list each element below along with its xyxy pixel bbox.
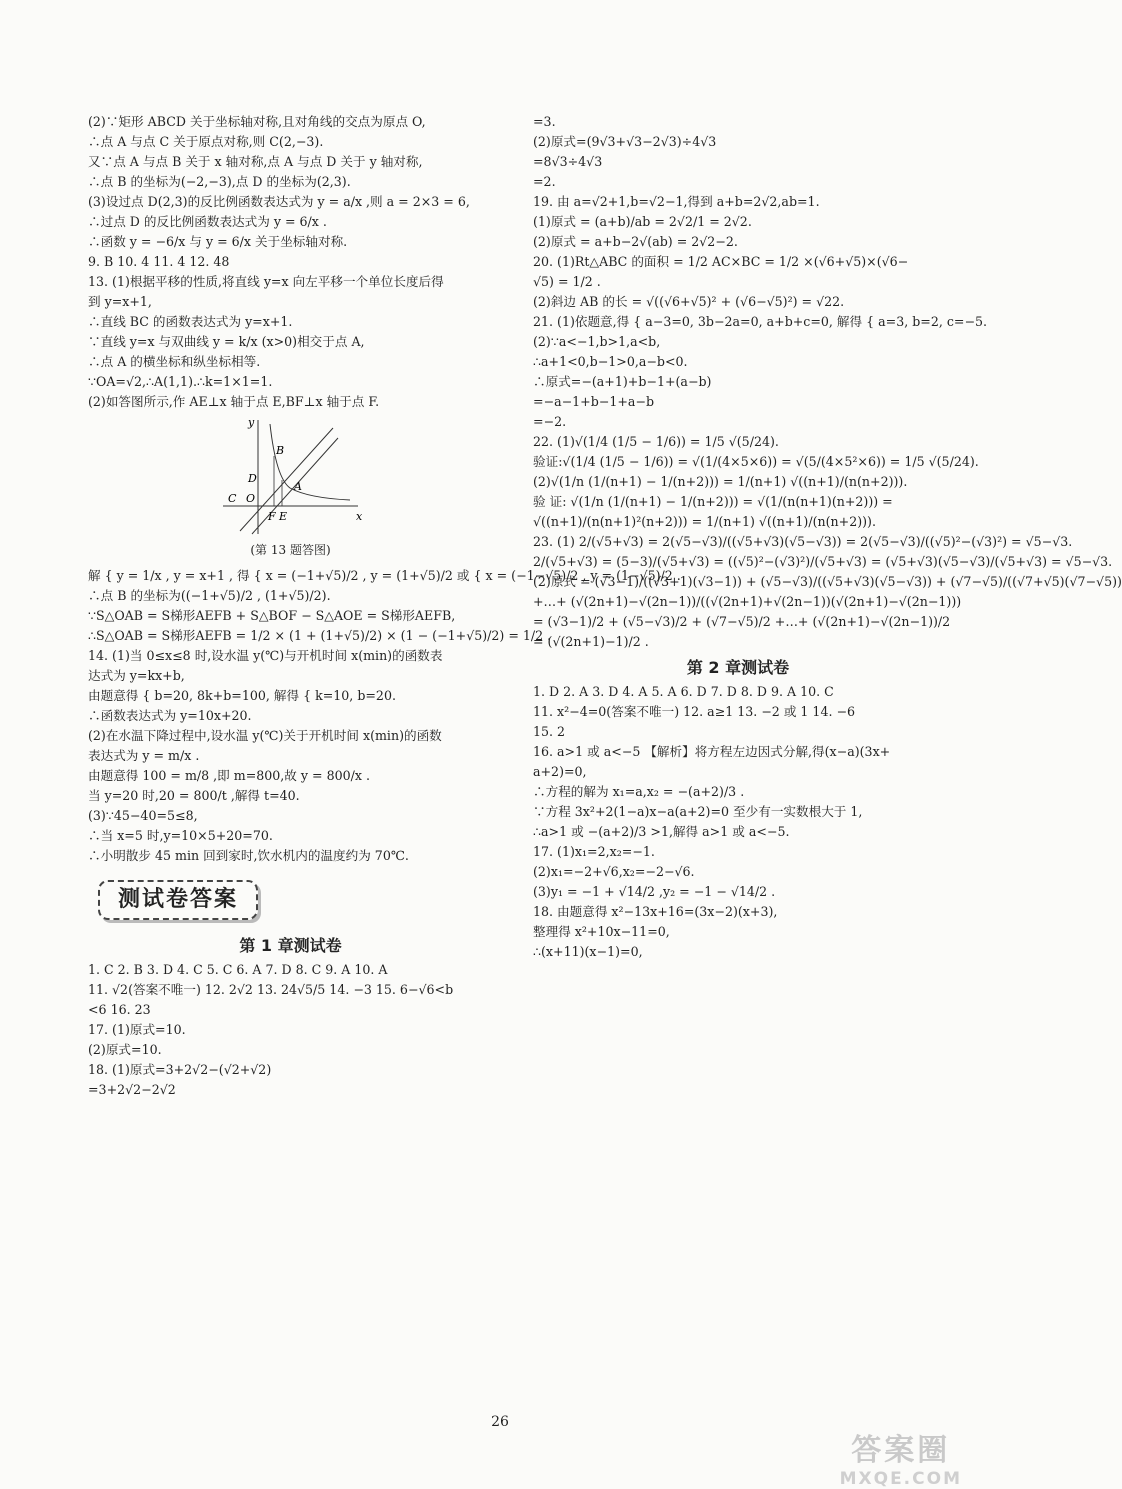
text-line: (2)原式=10.	[88, 1042, 162, 1057]
label-c: C	[228, 492, 237, 505]
text-line: 15. 2	[533, 724, 566, 739]
text-line: 整理得 x²+10x−11=0,	[533, 924, 670, 939]
label-f: F	[268, 510, 276, 523]
text-line: <6 16. 23	[88, 1002, 151, 1017]
text-line: 17. (1)原式=10.	[88, 1022, 186, 1037]
text-line: 到 y=x+1,	[88, 294, 152, 309]
text-line: 18. 由题意得 x²−13x+16=(3x−2)(x+3),	[533, 904, 778, 919]
text-line: =−a−1+b−1+a−b	[533, 394, 655, 409]
text-line: ∴点 B 的坐标为(−2,−3),点 D 的坐标为(2,3).	[88, 174, 351, 189]
label-y: y	[248, 416, 255, 429]
right-part2-lines	[533, 682, 943, 962]
text-line: ∴点 A 与点 C 关于原点对称,则 C(2,−3).	[88, 134, 324, 149]
text-line: ∴点 A 的横坐标和纵坐标相等.	[88, 354, 261, 369]
text-line: ∴直线 BC 的函数表达式为 y=x+1.	[88, 314, 293, 329]
text-line: (2)斜边 AB 的长 = √((√6+√5)² + (√6−√5)²) = √22.	[533, 294, 845, 309]
text-line: ∴a+1<0,b−1>0,a−b<0.	[533, 354, 688, 369]
label-d: D	[248, 472, 257, 485]
text-line: ∵方程 3x²+2(1−a)x−a(a+2)=0 至少有一实数根大于 1,	[533, 804, 863, 819]
left-part1-lines	[88, 112, 493, 412]
text-line: √((n+1)/(n(n+1)²(n+2))) = 1/(n+1) √((n+1)/(n(n+2))).	[533, 514, 876, 529]
text-line: ∴过点 D 的反比例函数表达式为 y = 6/x .	[88, 214, 327, 229]
text-line: ∴原式=−(a+1)+b−1+(a−b)	[533, 374, 712, 389]
text-line: 20. (1)Rt△ABC 的面积 = 1/2 AC×BC = 1/2 ×(√6+√5)×(√6−	[533, 254, 909, 269]
text-line: 验证:√(1/4 (1/5 − 1/6)) = √(1/(4×5×6)) = √(5/(4×5²×6)) = 1/5 √(5/24).	[533, 454, 979, 469]
text-line: =3.	[533, 114, 556, 129]
text-line: (3)∵45−40=5≤8,	[88, 808, 198, 823]
text-line: = (√(2n+1)−1)/2 .	[533, 634, 649, 649]
right-part1-lines	[533, 112, 1122, 652]
right-column	[533, 112, 1122, 962]
graph-13	[218, 416, 368, 536]
watermark	[840, 1425, 962, 1489]
text-line: ∴(x+11)(x−1)=0,	[533, 944, 643, 959]
text-line: =2.	[533, 174, 556, 189]
text-line: (1)原式 = (a+b)/ab = 2√2/1 = 2√2.	[533, 214, 752, 229]
text-line: 当 y=20 时,20 = 800/t ,解得 t=40.	[88, 788, 300, 803]
text-line: =−2.	[533, 414, 567, 429]
text-line: ∴S△OAB = S梯形AEFB = 1/2 × (1 + (1+√5)/2) × (1 − (−1+√5)/2) = 1/2 .	[88, 628, 552, 643]
heading-chapter-2: 第 2 章测试卷	[686, 658, 790, 677]
text-line: 达式为 y=kx+b,	[88, 668, 185, 683]
text-line: (2)原式 = (√3−1)/((√3+1)(√3−1)) + (√5−√3)/((√5+√3)(√5−√3)) + (√7−√5)/((√7+√5)(√7−√5))	[533, 574, 1122, 589]
label-o: O	[246, 492, 256, 505]
text-line: 21. (1)依题意,得 { a−3=0, 3b−2a=0, a+b+c=0, 解得 { a=3, b=2, c=−5.	[533, 314, 988, 329]
label-a: A	[294, 480, 302, 493]
label-e: E	[279, 510, 288, 523]
text-line: √5) = 1/2 .	[533, 274, 601, 289]
text-line: (2)如答图所示,作 AE⊥x 轴于点 E,BF⊥x 轴于点 F.	[88, 394, 380, 409]
text-line: (2)原式=(9√3+√3−2√3)÷4√3	[533, 134, 717, 149]
text-line: 23. (1) 2/(√5+√3) = 2(√5−√3)/((√5+√3)(√5−√3)) = 2(√5−√3)/((√5)²−(√3)²) = √5−√3.	[533, 534, 1073, 549]
text-line: ∴函数表达式为 y=10x+20.	[88, 708, 252, 723]
page-number: 26	[491, 1414, 509, 1430]
text-line: ∴方程的解为 x₁=a,x₂ = −(a+2)/3 .	[533, 784, 745, 799]
text-line: +…+ (√(2n+1)−√(2n−1))/((√(2n+1)+√(2n−1))(√(2n+1)−√(2n−1)))	[533, 594, 962, 609]
text-line: (3)y₁ = −1 + √14/2 ,y₂ = −1 − √14/2 .	[533, 884, 776, 899]
figure-caption: (第 13 题答图)	[250, 543, 331, 557]
watermark-top: 答案圈	[851, 1433, 951, 1468]
text-line: 又∵点 A 与点 B 关于 x 轴对称,点 A 与点 D 关于 y 轴对称,	[88, 154, 423, 169]
text-line: 9. B 10. 4 11. 4 12. 48	[88, 254, 230, 269]
text-line: 22. (1)√(1/4 (1/5 − 1/6)) = 1/5 √(5/24).	[533, 434, 779, 449]
answers-badge: 测试卷答案	[98, 880, 258, 920]
heading-chapter-1: 第 1 章测试卷	[239, 936, 342, 955]
text-line: 解 { y = 1/x , y = x+1 , 得 { x = (−1+√5)/2 , y = (1+√5)/2 或 { x = (−1−√5)/2 , y = (1−√5)/2 .	[88, 568, 681, 583]
text-line: 19. 由 a=√2+1,b=√2−1,得到 a+b=2√2,ab=1.	[533, 194, 820, 209]
text-line: 17. (1)x₁=2,x₂=−1.	[533, 844, 655, 859]
text-line: ∴当 x=5 时,y=10×5+20=70.	[88, 828, 273, 843]
text-line: 验 证: √(1/n (1/(n+1) − 1/(n+2))) = √(1/(n(n+1)(n+2))) =	[533, 494, 893, 509]
figure-13	[218, 416, 368, 542]
text-line: ∵OA=√2,∴A(1,1).∴k=1×1=1.	[88, 374, 273, 389]
label-x: x	[356, 510, 363, 523]
text-line: ∵S△OAB = S梯形AEFB + S△BOF − S△AOE = S梯形AEFB,	[88, 608, 456, 623]
text-line: ∵直线 y=x 与双曲线 y = k/x (x>0)相交于点 A,	[88, 334, 365, 349]
text-line: ∴函数 y = −6/x 与 y = 6/x 关于坐标轴对称.	[88, 234, 348, 249]
label-b: B	[276, 444, 285, 457]
text-line: 2/(√5+√3) = (5−3)/(√5+√3) = ((√5)²−(√3)²)/(√5+√3) = (√5+√3)(√5−√3)/(√5+√3) = √5−√3.	[533, 554, 1113, 569]
text-line: (2)√(1/n (1/(n+1) − 1/(n+2))) = 1/(n+1) √((n+1)/(n(n+2))).	[533, 474, 908, 489]
watermark-bottom: MXQE.COM	[839, 1469, 962, 1489]
text-line: ∴a>1 或 −(a+2)/3 >1,解得 a>1 或 a<−5.	[533, 824, 790, 839]
text-line: (2)∵a<−1,b>1,a<b,	[533, 334, 661, 349]
text-line: ∴点 B 的坐标为((−1+√5)/2 , (1+√5)/2).	[88, 588, 331, 603]
text-line: 11. √2(答案不唯一) 12. 2√2 13. 24√5/5 14. −3 15. 6−√6<b	[88, 982, 454, 997]
text-line: 1. D 2. A 3. D 4. A 5. A 6. D 7. D 8. D 9. A 10. C	[533, 684, 834, 699]
text-line: 由题意得 { b=20, 8k+b=100, 解得 { k=10, b=20.	[88, 688, 396, 703]
left-part3-lines	[88, 960, 493, 1100]
text-line: (2)原式 = a+b−2√(ab) = 2√2−2.	[533, 234, 738, 249]
text-line: (2)在水温下降过程中,设水温 y(℃)关于开机时间 x(min)的函数	[88, 728, 442, 743]
text-line: =8√3÷4√3	[533, 154, 603, 169]
text-line: ∴小明散步 45 min 回到家时,饮水机内的温度约为 70℃.	[88, 848, 409, 863]
text-line: (3)设过点 D(2,3)的反比例函数表达式为 y = a/x ,则 a = 2×3 = 6,	[88, 194, 470, 209]
text-line: 1. C 2. B 3. D 4. C 5. C 6. A 7. D 8. C 9. A 10. A	[88, 962, 388, 977]
text-line: (2)x₁=−2+√6,x₂=−2−√6.	[533, 864, 695, 879]
text-line: (2)∵矩形 ABCD 关于坐标轴对称,且对角线的交点为原点 O,	[88, 114, 426, 129]
text-line: 表达式为 y = m/x .	[88, 748, 200, 763]
text-line: 18. (1)原式=3+2√2−(√2+√2)	[88, 1062, 272, 1077]
text-line: 11. x²−4=0(答案不唯一) 12. a≥1 13. −2 或 1 14. −6	[533, 704, 856, 719]
text-line: a+2)=0,	[533, 764, 587, 779]
text-line: 16. a>1 或 a<−5 【解析】将方程左边因式分解,得(x−a)(3x+	[533, 744, 891, 759]
text-line: 13. (1)根据平移的性质,将直线 y=x 向左平移一个单位长度后得	[88, 274, 444, 289]
text-line: 由题意得 100 = m/8 ,即 m=800,故 y = 800/x .	[88, 768, 370, 783]
text-line: = (√3−1)/2 + (√5−√3)/2 + (√7−√5)/2 +…+ (√(2n+1)−√(2n−1))/2	[533, 614, 951, 629]
text-line: 14. (1)当 0≤x≤8 时,设水温 y(℃)与开机时间 x(min)的函数表	[88, 648, 443, 663]
text-line: =3+2√2−2√2	[88, 1082, 176, 1097]
